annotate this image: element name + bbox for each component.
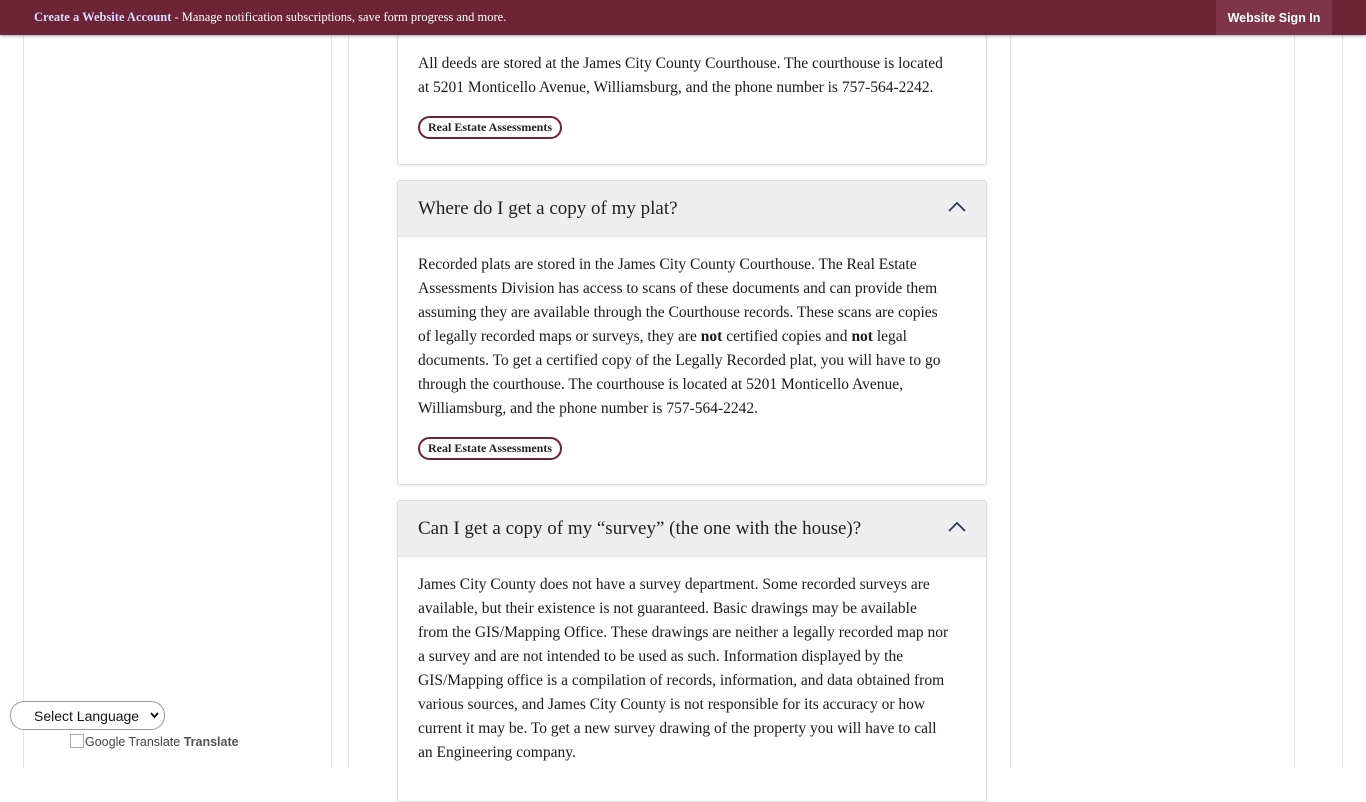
translate-label: Translate: [183, 735, 239, 749]
answer-line: GIS/Mapping office is a compilation of records, information, and data obtained from: [418, 672, 945, 689]
bold-not: not: [700, 328, 723, 345]
faq-item-survey: [397, 500, 987, 802]
answer-line: various sources, and James City County is not responsible for its accuracy or how: [418, 696, 926, 713]
faq-question: Where do I get a copy of my plat?: [418, 198, 678, 219]
column-border: [1342, 0, 1343, 768]
faq-item-plat: [397, 180, 987, 485]
column-border: [1010, 0, 1011, 768]
faq-answer: [398, 557, 986, 765]
faq-question: Can I get a copy of my “survey” (the one with the house)?: [418, 518, 862, 539]
answer-line: from the GIS/Mapping Office. These drawings are neither a legally recorded map nor: [418, 624, 949, 641]
notification-bar: [0, 0, 1366, 35]
real-estate-assessments-tag[interactable]: Real Estate Assessments: [418, 437, 562, 460]
chevron-up-icon[interactable]: [948, 521, 966, 533]
chevron-up-icon[interactable]: [948, 201, 966, 213]
answer-line: current it may be. To get a new survey drawing of the property you will have to call: [418, 720, 937, 737]
create-account-link[interactable]: Create a Website Account: [34, 10, 172, 24]
real-estate-assessments-tag[interactable]: Real Estate Assessments: [418, 116, 562, 139]
language-select-label: Select Language: [34, 708, 140, 724]
broken-image-icon: [70, 734, 84, 748]
answer-line: a survey and are not intended to be used as such. Information displayed by the: [418, 648, 904, 665]
google-translate-attribution[interactable]: [70, 734, 239, 749]
notification-text: - Manage notification subscriptions, save form progress and more.: [171, 10, 507, 24]
answer-line: Recorded plats are stored in the James City County Courthouse. The Real Estate: [418, 256, 917, 273]
answer-text: of legally recorded maps or surveys, they are: [418, 328, 701, 345]
bold-not: not: [851, 328, 873, 345]
answer-line: documents. To get a certified copy of the Legally Recorded plat, you will have to go: [418, 352, 941, 369]
language-select[interactable]: [10, 701, 165, 730]
answer-line: an Engineering company.: [418, 744, 576, 761]
faq-answer: [398, 237, 986, 460]
answer-line: [418, 325, 966, 349]
answer-text: certified copies and: [722, 328, 852, 345]
answer-line: at 5201 Monticello Avenue, Williamsburg, and the phone number is 757-564-2242.: [418, 79, 934, 96]
chevron-down-icon: [150, 712, 159, 719]
answer-line: James City County does not have a survey department. Some recorded surveys are: [418, 576, 930, 593]
column-border: [23, 0, 24, 768]
answer-line: Assessments Division has access to scans of these documents and can provide them: [418, 280, 938, 297]
answer-line: Williamsburg, and the phone number is 757-564-2242.: [418, 400, 759, 417]
answer-text: legal: [872, 328, 907, 345]
google-translate-alt: Google Translate: [85, 735, 181, 749]
answer-line: All deeds are stored at the James City County Courthouse. The courthouse is located: [418, 55, 943, 72]
website-sign-in-button[interactable]: Website Sign In: [1216, 0, 1332, 35]
answer-line: available, but their existence is not guaranteed. Basic drawings may be available: [418, 600, 917, 617]
notification-message: [34, 10, 506, 25]
answer-line: assuming they are available through the Courthouse records. These scans are copies: [418, 304, 938, 321]
answer-line: through the courthouse. The courthouse is located at 5201 Monticello Avenue,: [418, 376, 903, 393]
faq-question-header[interactable]: [398, 501, 986, 557]
column-border: [1294, 0, 1295, 768]
column-border: [331, 0, 332, 768]
faq-question-header[interactable]: [398, 181, 986, 237]
column-border: [348, 0, 349, 768]
